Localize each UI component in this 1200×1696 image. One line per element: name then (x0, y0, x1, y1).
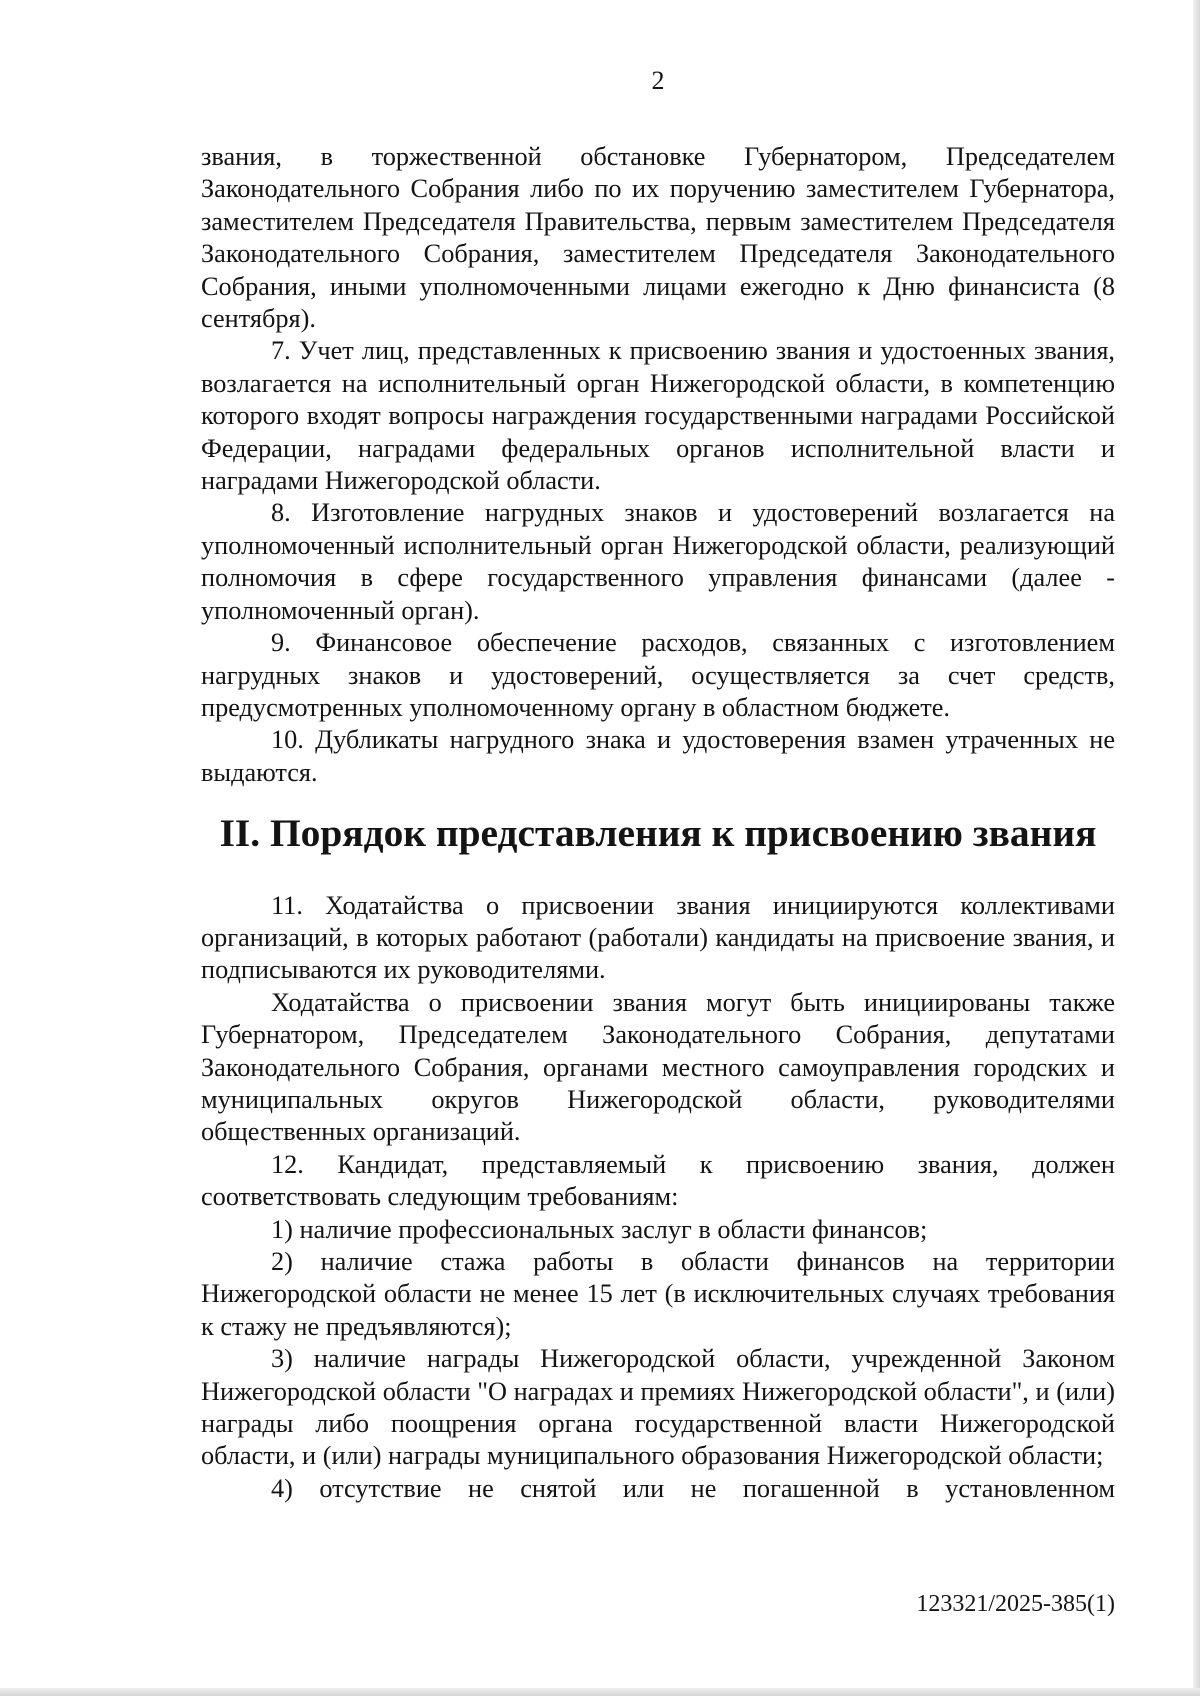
requirement-3: 3) наличие награды Нижегородской области, учрежденной Законом Нижегородской области "О наградах и премиях Нижегородской области", и (или) награды либо поощрения органа государственной власти Нижегородской области, и (или) награды муниципального образования Нижегородской области; (201, 1344, 1115, 1471)
section-heading: II. Порядок представления к присвоению звания (219, 811, 1097, 856)
paragraph-item-10: 10. Дубликаты нагрудного знака и удостоверения взамен утраченных не выдаются. (201, 725, 1115, 787)
paragraph-item-8: 8. Изготовление нагрудных знаков и удостоверений возлагается на уполномоченный исполнительный орган Нижегородской области, реализующий полномочия в сфере государственного управления финансами (далее - уполномоченный орган). (201, 498, 1115, 625)
requirement-1: 1) наличие профессиональных заслуг в области финансов; (271, 1214, 928, 1244)
document-body (201, 141, 1115, 1505)
paragraph-item-11: 11. Ходатайства о присвоении звания инициируются коллективами организаций, в которых работают (работали) кандидаты на присвоение звания, и подписываются их руководителями. (201, 890, 1115, 985)
requirement-4: 4) отсутствие не снятой или не погашенной в установленном (271, 1473, 1115, 1503)
paragraph-item-12: 12. Кандидат, представляемый к присвоению звания, должен соответствовать следующим требованиям: (201, 1149, 1115, 1212)
scan-edge-right (1193, 0, 1200, 1696)
paragraph-item-7: 7. Учет лиц, представленных к присвоению звания и удостоенных звания, возлагается на исполнительный орган Нижегородской области, в компетенцию которого входят вопросы награждения государственными наградами Российской Федерации, наградами федеральных органов исполнительной власти и наградами Нижегородской области. (201, 336, 1115, 496)
paragraph-continuation: звания, в торжественной обстановке Губернатором, Председателем Законодательного Собрания либо по их поручению заместителем Губернатора, заместителем Председателя Правительства, первым заместителем Председателя Законодательного Собрания, заместителем Председателя Законодательного Собрания, иными уполномоченными лицами ежегодно к Дню финансиста (8 сентября). (201, 142, 1115, 334)
paragraph-item-9: 9. Финансовое обеспечение расходов, связанных с изготовлением нагрудных знаков и удостоверений, осуществляется за счет средств, предусмотренных уполномоченному органу в областном бюджете. (201, 628, 1115, 722)
document-number: 123321/2025-385(1) (916, 1591, 1115, 1617)
page-number: 2 (651, 66, 665, 95)
paragraph-petition-initiators: Ходатайства о присвоении звания могут быть инициированы также Губернатором, Председателем Законодательного Собрания, депутатами Законодательного Собрания, органами местного самоуправления городских и муниципальных округов Нижегородской области, руководителями общественных организаций. (201, 987, 1115, 1147)
requirement-2: 2) наличие стажа работы в области финансов на территории Нижегородской области не менее 15 лет (в исключительных случаях требования к стажу не предъявляются); (201, 1247, 1115, 1341)
scan-edge-bottom (0, 1688, 1200, 1696)
